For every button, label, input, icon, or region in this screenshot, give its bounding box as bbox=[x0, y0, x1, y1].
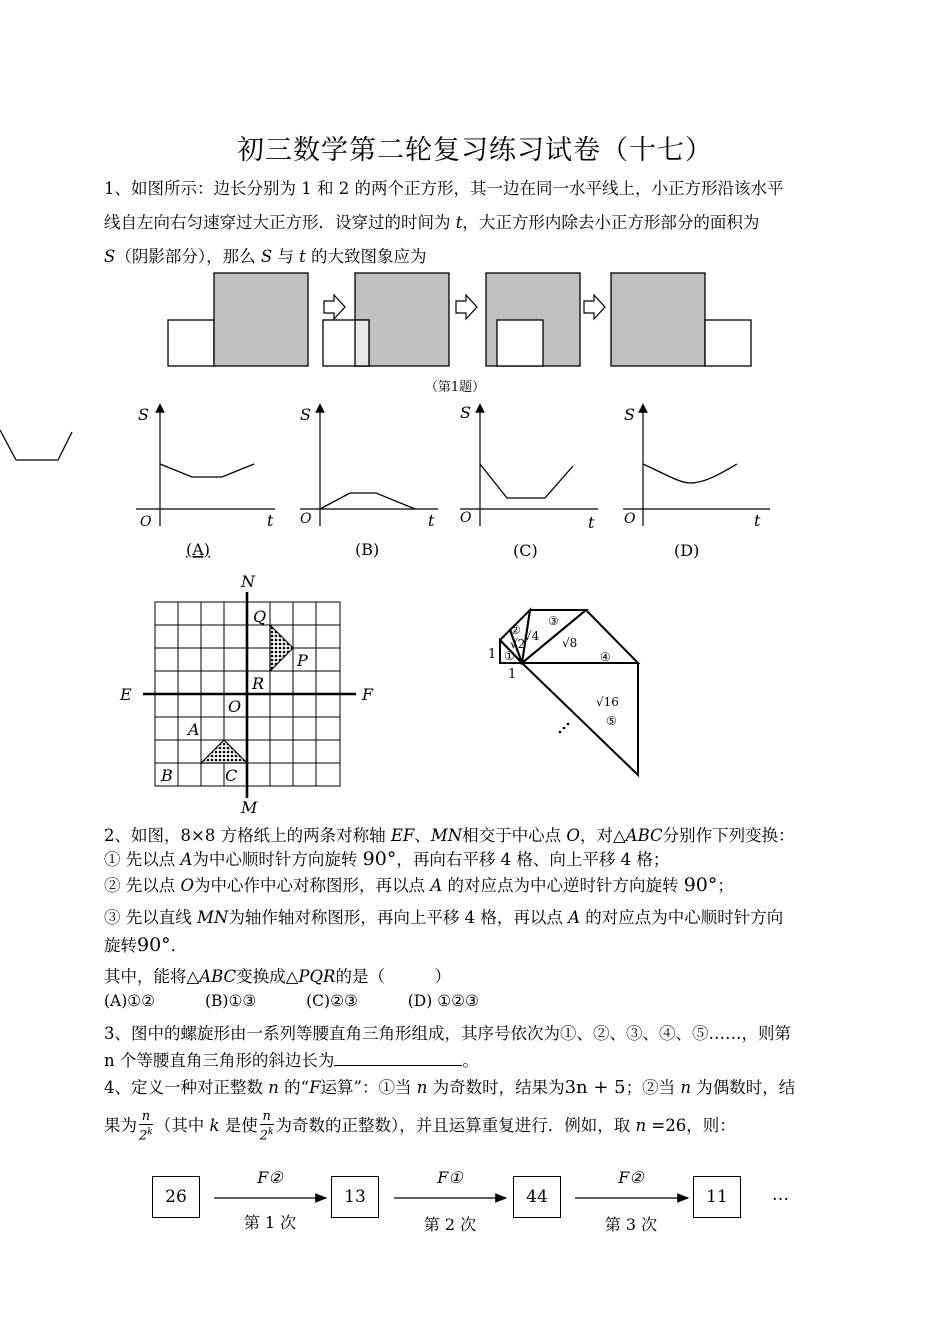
label-m: M bbox=[241, 798, 258, 817]
stage-1 bbox=[168, 273, 308, 366]
choice-c[interactable]: (C)②③ bbox=[306, 992, 358, 1010]
label-f: F bbox=[362, 685, 374, 704]
spiral-len-r2: √2 bbox=[510, 637, 526, 651]
fraction-n-over-2k-inline: $\frac{n}{2^k}$ bbox=[259, 1109, 274, 1144]
spiral-len-r16: √16 bbox=[596, 695, 619, 709]
graph-c-s-label: S bbox=[460, 403, 471, 422]
graph-b-origin: O bbox=[300, 511, 312, 527]
chain-box-44: 44 bbox=[513, 1176, 561, 1218]
op-label-2: F① bbox=[437, 1168, 463, 1187]
option-b-label: (B) bbox=[355, 540, 380, 559]
arrow-icon-3 bbox=[584, 295, 605, 319]
chain-ellipsis: … bbox=[772, 1185, 789, 1205]
spiral-num-2: ② bbox=[510, 623, 521, 637]
label-o: O bbox=[228, 697, 242, 716]
option-c-label: (C) bbox=[513, 541, 538, 560]
graph-c-t-label: t bbox=[588, 513, 595, 532]
op-label-1: F② bbox=[257, 1168, 283, 1187]
spiral-num-1: ① bbox=[504, 649, 515, 663]
question-4-line-2: 果为 $\frac{n}{2^k}$ （其中 k 是使 $\frac{n}{2^k}$ 为奇数的正整数），并且运算重复进行．例如，取 n =26，则： bbox=[104, 1109, 736, 1144]
question-3-line-2: n 个等腰直角三角形的斜边长为 。 bbox=[104, 1051, 479, 1070]
triangle-pqr bbox=[270, 625, 293, 671]
chain-arrows bbox=[200, 1190, 700, 1206]
spiral-figure bbox=[480, 600, 660, 790]
spiral-len-r4: √4 bbox=[524, 629, 540, 643]
step-label-1: 第 1 次 bbox=[243, 1213, 297, 1232]
symmetry-axes bbox=[143, 592, 356, 798]
spiral-leg-1a: 1 bbox=[488, 647, 497, 662]
arrow-icon-2 bbox=[456, 295, 477, 319]
triangle-abc bbox=[201, 740, 247, 763]
question-2-step-2: ② 先以点 O为中心作中心对称图形，再以点 A 的对应点为中心逆时针方向旋转 90°； bbox=[104, 874, 734, 896]
squares-figure bbox=[160, 268, 760, 370]
question-2-step-3: ③ 先以直线 MN为轴作轴对称图形，再向上平移 4 格，再以点 A 的对应点为中心顺时针方向 bbox=[104, 908, 784, 927]
graph-c-origin: O bbox=[460, 510, 472, 526]
option-a-label: (A) bbox=[186, 540, 211, 559]
fraction-n-over-2k: $\frac{n}{2^k}$ bbox=[139, 1109, 153, 1144]
chain-box-26: 26 bbox=[152, 1176, 200, 1218]
graph-c bbox=[460, 408, 598, 526]
question-2-step-1: ① 先以点 A为中心顺时针方向旋转 90°，再向右平移 4 格、向上平移 4 格； bbox=[104, 848, 670, 870]
label-r: R bbox=[252, 674, 265, 693]
trapezoid-shape bbox=[0, 424, 80, 464]
choice-a[interactable]: (A)①② bbox=[104, 992, 156, 1010]
page-title: 初三数学第二轮复习练习试卷（十七） bbox=[237, 135, 713, 166]
graph-a-origin: O bbox=[140, 514, 152, 530]
question-1-text: 1、如图所示：边长分别为 1 和 2 的两个正方形，其一边在同一水平线上，小正方形沿该水平 线自左向右匀速穿过大正方形．设穿过的时间为 t，大正方形内除去小正方形部分的面积为 S（阴影部分），那么 S 与 t 的大致图象应为 bbox=[104, 179, 784, 266]
option-d-label: (D) bbox=[674, 541, 700, 560]
graph-a-t-label: t bbox=[267, 511, 274, 530]
question-4-line-1: 4、定义一种对正整数 n 的“F运算”：①当 n 为奇数时，结果为3n + 5；②当 n 为偶数时，结 bbox=[104, 1077, 796, 1098]
label-c: C bbox=[225, 766, 238, 785]
step-label-3: 第 3 次 bbox=[604, 1215, 658, 1234]
label-b: B bbox=[161, 766, 173, 785]
graph-b-s-label: S bbox=[300, 405, 311, 424]
answer-blank[interactable] bbox=[334, 1049, 462, 1066]
label-q: Q bbox=[253, 607, 267, 626]
op-label-3: F② bbox=[618, 1168, 644, 1187]
spiral-len-r8: √8 bbox=[562, 636, 578, 650]
arrow-icon-1 bbox=[324, 295, 345, 319]
question-2-line-1: 2、如图，8×8 方格纸上的两条对称轴 EF、MN相交于中心点 O，对△ABC分别作下列变换： bbox=[104, 826, 795, 845]
graph-d-t-label: t bbox=[754, 511, 761, 530]
graph-d-origin: O bbox=[624, 511, 636, 527]
chain-box-13: 13 bbox=[331, 1176, 379, 1218]
spiral-num-3: ③ bbox=[548, 614, 559, 628]
label-a: A bbox=[188, 720, 200, 739]
graph-b-t-label: t bbox=[428, 511, 435, 530]
answer-graphs bbox=[120, 398, 800, 570]
graph-b bbox=[300, 408, 438, 526]
graph-a bbox=[136, 408, 275, 526]
grid-figure bbox=[110, 570, 390, 820]
stage-4 bbox=[611, 273, 751, 366]
label-p: P bbox=[297, 651, 308, 670]
chain-box-11: 11 bbox=[693, 1176, 741, 1218]
choice-b[interactable]: (B)①③ bbox=[204, 992, 257, 1010]
choice-d[interactable]: (D) ①②③ bbox=[407, 992, 479, 1010]
spiral-num-4: ④ bbox=[600, 650, 611, 664]
question-2-prompt: 其中，能将△ABC变换成△PQR的是（ ） bbox=[104, 967, 451, 986]
question-2-step-3-cont: 旋转90°． bbox=[104, 934, 188, 956]
question-2-choices bbox=[104, 992, 479, 1010]
question-3-line-1: 3、图中的螺旋形由一系列等腰直角三角形组成，其序号依次为①、②、③、④、⑤……，则第 bbox=[104, 1024, 791, 1043]
graph-d bbox=[623, 408, 770, 526]
continuation-dots bbox=[559, 723, 570, 734]
stage-2 bbox=[323, 273, 449, 366]
stage-3 bbox=[486, 273, 580, 366]
label-n: N bbox=[241, 572, 255, 591]
spiral-leg-1b: 1 bbox=[508, 667, 517, 682]
graph-d-s-label: S bbox=[624, 405, 635, 424]
graph-a-s-label: S bbox=[138, 405, 149, 424]
figure-1-caption: （第1题） bbox=[424, 380, 486, 395]
spiral-num-5: ⑤ bbox=[606, 714, 617, 728]
label-e: E bbox=[120, 685, 132, 704]
step-label-2: 第 2 次 bbox=[423, 1215, 477, 1234]
